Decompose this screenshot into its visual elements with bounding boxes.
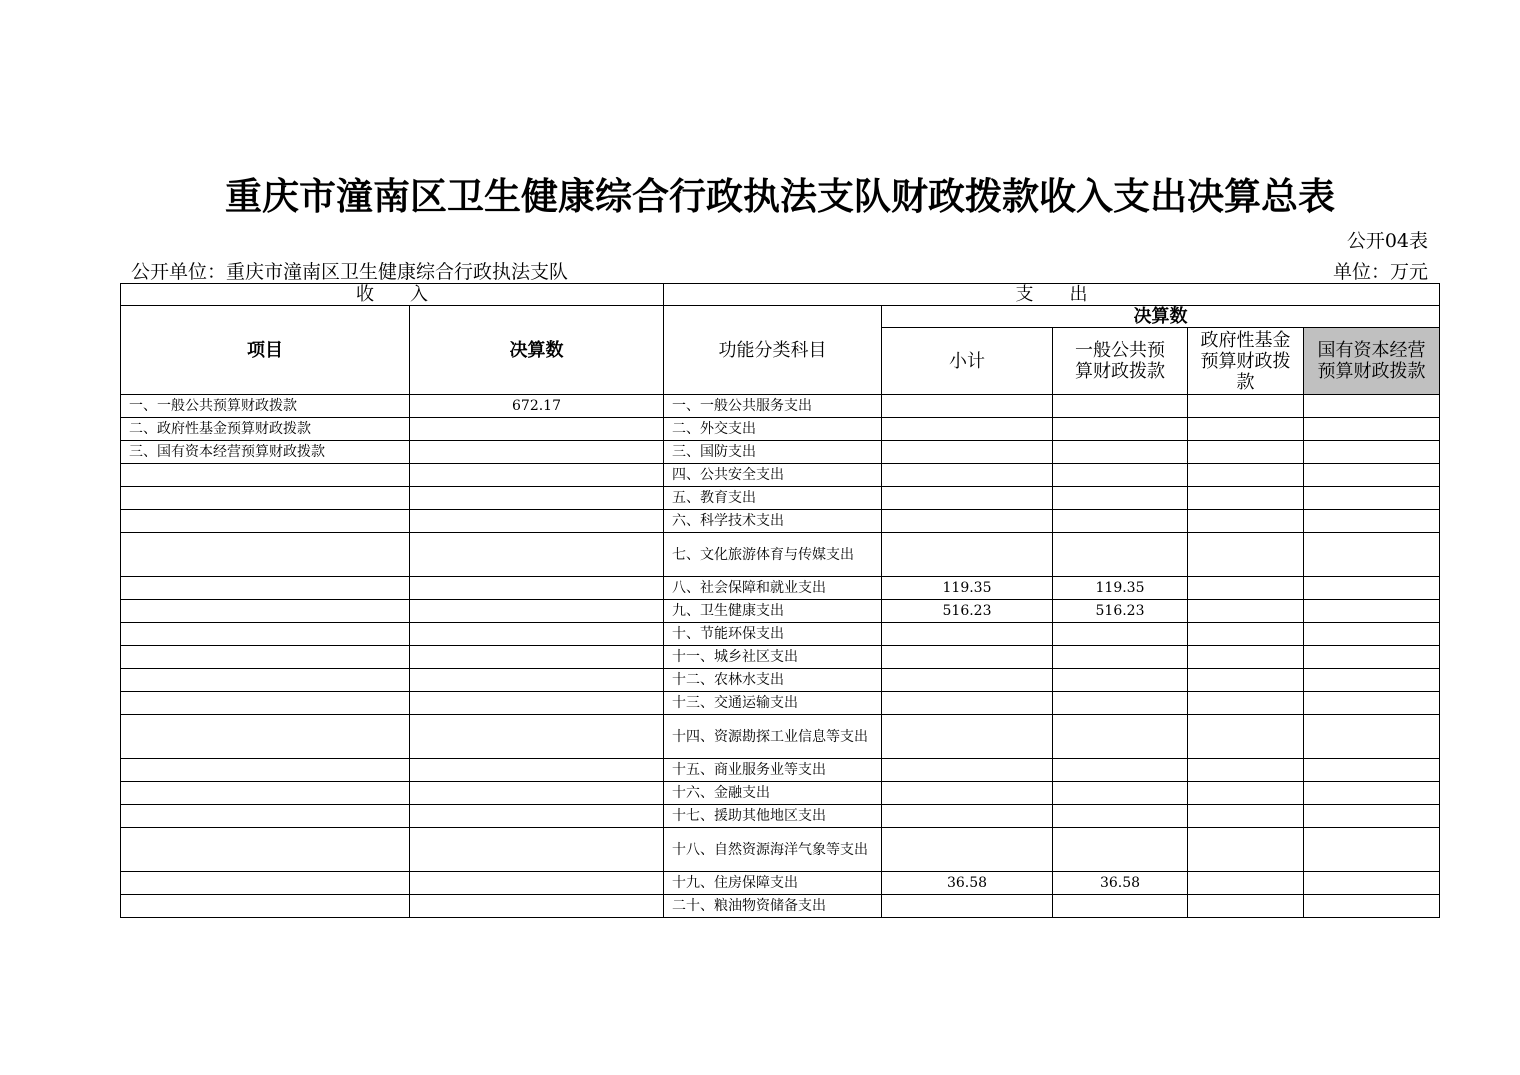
general-budget-cell xyxy=(1053,782,1188,805)
function-subject-cell: 十一、城乡社区支出 xyxy=(664,646,882,669)
state-capital-cell xyxy=(1304,895,1440,918)
income-item-cell xyxy=(121,464,410,487)
expense-header: 支 出 xyxy=(664,284,1440,306)
table-row xyxy=(121,623,1440,646)
income-item-cell: 三、国有资本经营预算财政拨款 xyxy=(121,441,410,464)
income-item-cell xyxy=(121,533,410,577)
income-item-cell xyxy=(121,759,410,782)
function-subject-cell: 十三、交通运输支出 xyxy=(664,692,882,715)
state-capital-cell xyxy=(1304,646,1440,669)
gov-fund-cell xyxy=(1188,715,1304,759)
function-subject-cell: 四、公共安全支出 xyxy=(664,464,882,487)
general-budget-cell xyxy=(1053,805,1188,828)
general-budget-cell xyxy=(1053,464,1188,487)
table-row xyxy=(121,895,1440,918)
function-subject-cell: 二十、粮油物资储备支出 xyxy=(664,895,882,918)
gov-fund-cell xyxy=(1188,600,1304,623)
income-item-cell xyxy=(121,895,410,918)
income-amount-cell xyxy=(410,510,664,533)
unit-name: 公开单位：重庆市潼南区卫生健康综合行政执法支队 xyxy=(131,261,569,283)
gov-fund-cell xyxy=(1188,759,1304,782)
income-item-cell: 二、政府性基金预算财政拨款 xyxy=(121,418,410,441)
table-row xyxy=(121,577,1440,600)
table-row xyxy=(121,669,1440,692)
function-subject-cell: 六、科学技术支出 xyxy=(664,510,882,533)
table-row xyxy=(121,828,1440,872)
subtotal-cell xyxy=(882,441,1053,464)
income-amount-cell xyxy=(410,782,664,805)
income-amount-cell xyxy=(410,533,664,577)
gov-fund-cell xyxy=(1188,646,1304,669)
general-budget-cell xyxy=(1053,669,1188,692)
income-item-cell xyxy=(121,692,410,715)
state-capital-cell xyxy=(1304,577,1440,600)
subtotal-cell xyxy=(882,464,1053,487)
table-row xyxy=(121,395,1440,418)
subtotal-cell xyxy=(882,895,1053,918)
income-amount-cell xyxy=(410,828,664,872)
income-amount-cell xyxy=(410,872,664,895)
income-item-cell xyxy=(121,487,410,510)
function-subject-cell: 八、社会保障和就业支出 xyxy=(664,577,882,600)
income-header: 收 入 xyxy=(121,284,664,306)
general-budget-cell xyxy=(1053,395,1188,418)
income-amount-cell xyxy=(410,464,664,487)
subtotal-cell xyxy=(882,715,1053,759)
subtotal-cell xyxy=(882,782,1053,805)
income-item-cell xyxy=(121,600,410,623)
gov-fund-header: 政府性基金预算财政拨款 xyxy=(1188,328,1304,395)
subtotal-cell xyxy=(882,395,1053,418)
subtotal-cell xyxy=(882,487,1053,510)
state-capital-cell xyxy=(1304,464,1440,487)
table-row xyxy=(121,464,1440,487)
income-amount-cell xyxy=(410,646,664,669)
general-budget-cell xyxy=(1053,759,1188,782)
finance-table xyxy=(120,283,1440,918)
state-capital-cell xyxy=(1304,487,1440,510)
income-amount-cell xyxy=(410,715,664,759)
form-number: 公开04表 xyxy=(1346,230,1428,252)
state-capital-cell xyxy=(1304,828,1440,872)
subtotal-cell xyxy=(882,828,1053,872)
subtotal-cell: 516.23 xyxy=(882,600,1053,623)
table-row xyxy=(121,759,1440,782)
income-item-cell xyxy=(121,577,410,600)
final-amount-header: 决算数 xyxy=(882,306,1440,328)
function-subject-header: 功能分类科目 xyxy=(664,306,882,395)
item-header: 项目 xyxy=(121,306,410,395)
income-amount-cell xyxy=(410,692,664,715)
income-item-cell: 一、一般公共预算财政拨款 xyxy=(121,395,410,418)
gov-fund-cell xyxy=(1188,828,1304,872)
state-capital-cell xyxy=(1304,692,1440,715)
gov-fund-cell xyxy=(1188,487,1304,510)
state-capital-cell xyxy=(1304,441,1440,464)
function-subject-cell: 十二、农林水支出 xyxy=(664,669,882,692)
general-budget-cell: 119.35 xyxy=(1053,577,1188,600)
table-row xyxy=(121,646,1440,669)
general-budget-cell xyxy=(1053,441,1188,464)
state-capital-cell xyxy=(1304,395,1440,418)
function-subject-cell: 十五、商业服务业等支出 xyxy=(664,759,882,782)
table-row xyxy=(121,600,1440,623)
subtotal-cell xyxy=(882,669,1053,692)
gov-fund-cell xyxy=(1188,872,1304,895)
function-subject-cell: 七、文化旅游体育与传媒支出 xyxy=(664,533,882,577)
income-item-cell xyxy=(121,510,410,533)
gov-fund-cell xyxy=(1188,395,1304,418)
table-row xyxy=(121,872,1440,895)
general-budget-cell xyxy=(1053,692,1188,715)
income-item-cell xyxy=(121,805,410,828)
subtotal-cell xyxy=(882,623,1053,646)
state-capital-cell xyxy=(1304,669,1440,692)
function-subject-cell: 一、一般公共服务支出 xyxy=(664,395,882,418)
table-row xyxy=(121,782,1440,805)
table-row xyxy=(121,533,1440,577)
general-budget-cell xyxy=(1053,646,1188,669)
unit-label: 单位：万元 xyxy=(1332,261,1428,283)
gov-fund-cell xyxy=(1188,669,1304,692)
function-subject-cell: 九、卫生健康支出 xyxy=(664,600,882,623)
function-subject-cell: 五、教育支出 xyxy=(664,487,882,510)
table-row xyxy=(121,805,1440,828)
header-row-2 xyxy=(121,306,1440,328)
subtotal-cell xyxy=(882,510,1053,533)
general-budget-header: 一般公共预算财政拨款 xyxy=(1053,328,1188,395)
subtotal-cell xyxy=(882,418,1053,441)
subtotal-cell xyxy=(882,692,1053,715)
state-capital-cell xyxy=(1304,759,1440,782)
function-subject-cell: 三、国防支出 xyxy=(664,441,882,464)
general-budget-cell xyxy=(1053,895,1188,918)
subtotal-cell xyxy=(882,805,1053,828)
income-amount-cell xyxy=(410,623,664,646)
function-subject-cell: 十、节能环保支出 xyxy=(664,623,882,646)
state-capital-cell xyxy=(1304,805,1440,828)
table-row xyxy=(121,441,1440,464)
state-capital-cell xyxy=(1304,872,1440,895)
income-amount-cell xyxy=(410,577,664,600)
income-item-cell xyxy=(121,782,410,805)
gov-fund-cell xyxy=(1188,782,1304,805)
general-budget-cell: 36.58 xyxy=(1053,872,1188,895)
income-amount-cell: 672.17 xyxy=(410,395,664,418)
state-capital-cell xyxy=(1304,533,1440,577)
subtotal-header: 小计 xyxy=(882,328,1053,395)
subtotal-cell xyxy=(882,759,1053,782)
income-amount-cell xyxy=(410,669,664,692)
function-subject-cell: 十六、金融支出 xyxy=(664,782,882,805)
income-item-cell xyxy=(121,646,410,669)
gov-fund-cell xyxy=(1188,510,1304,533)
income-amount-cell xyxy=(410,600,664,623)
subtotal-cell xyxy=(882,646,1053,669)
gov-fund-cell xyxy=(1188,623,1304,646)
function-subject-cell: 十九、住房保障支出 xyxy=(664,872,882,895)
state-capital-cell xyxy=(1304,510,1440,533)
general-budget-cell xyxy=(1053,715,1188,759)
table-row xyxy=(121,487,1440,510)
state-capital-cell xyxy=(1304,600,1440,623)
income-item-cell xyxy=(121,828,410,872)
gov-fund-cell xyxy=(1188,895,1304,918)
gov-fund-cell xyxy=(1188,418,1304,441)
general-budget-cell xyxy=(1053,487,1188,510)
general-budget-cell: 516.23 xyxy=(1053,600,1188,623)
general-budget-cell xyxy=(1053,418,1188,441)
header-row-1 xyxy=(121,284,1440,306)
income-amount-cell xyxy=(410,487,664,510)
general-budget-cell xyxy=(1053,510,1188,533)
gov-fund-cell xyxy=(1188,805,1304,828)
function-subject-cell: 十七、援助其他地区支出 xyxy=(664,805,882,828)
state-capital-cell xyxy=(1304,418,1440,441)
state-capital-cell xyxy=(1304,715,1440,759)
income-item-cell xyxy=(121,872,410,895)
income-item-cell xyxy=(121,623,410,646)
general-budget-cell xyxy=(1053,828,1188,872)
general-budget-cell xyxy=(1053,623,1188,646)
income-item-cell xyxy=(121,669,410,692)
state-capital-header: 国有资本经营预算财政拨款 xyxy=(1304,328,1440,395)
page-title: 重庆市潼南区卫生健康综合行政执法支队财政拨款收入支出决算总表 xyxy=(225,175,1335,218)
subtotal-cell: 36.58 xyxy=(882,872,1053,895)
function-subject-cell: 二、外交支出 xyxy=(664,418,882,441)
amount-header: 决算数 xyxy=(410,306,664,395)
gov-fund-cell xyxy=(1188,533,1304,577)
gov-fund-cell xyxy=(1188,441,1304,464)
function-subject-cell: 十四、资源勘探工业信息等支出 xyxy=(664,715,882,759)
income-amount-cell xyxy=(410,759,664,782)
state-capital-cell xyxy=(1304,782,1440,805)
gov-fund-cell xyxy=(1188,464,1304,487)
function-subject-cell: 十八、自然资源海洋气象等支出 xyxy=(664,828,882,872)
table-row xyxy=(121,418,1440,441)
state-capital-cell xyxy=(1304,623,1440,646)
income-item-cell xyxy=(121,715,410,759)
income-amount-cell xyxy=(410,895,664,918)
general-budget-cell xyxy=(1053,533,1188,577)
income-amount-cell xyxy=(410,441,664,464)
income-amount-cell xyxy=(410,418,664,441)
income-amount-cell xyxy=(410,805,664,828)
gov-fund-cell xyxy=(1188,577,1304,600)
table-row xyxy=(121,715,1440,759)
gov-fund-cell xyxy=(1188,692,1304,715)
table-row xyxy=(121,692,1440,715)
table-row xyxy=(121,510,1440,533)
subtotal-cell xyxy=(882,533,1053,577)
subtotal-cell: 119.35 xyxy=(882,577,1053,600)
